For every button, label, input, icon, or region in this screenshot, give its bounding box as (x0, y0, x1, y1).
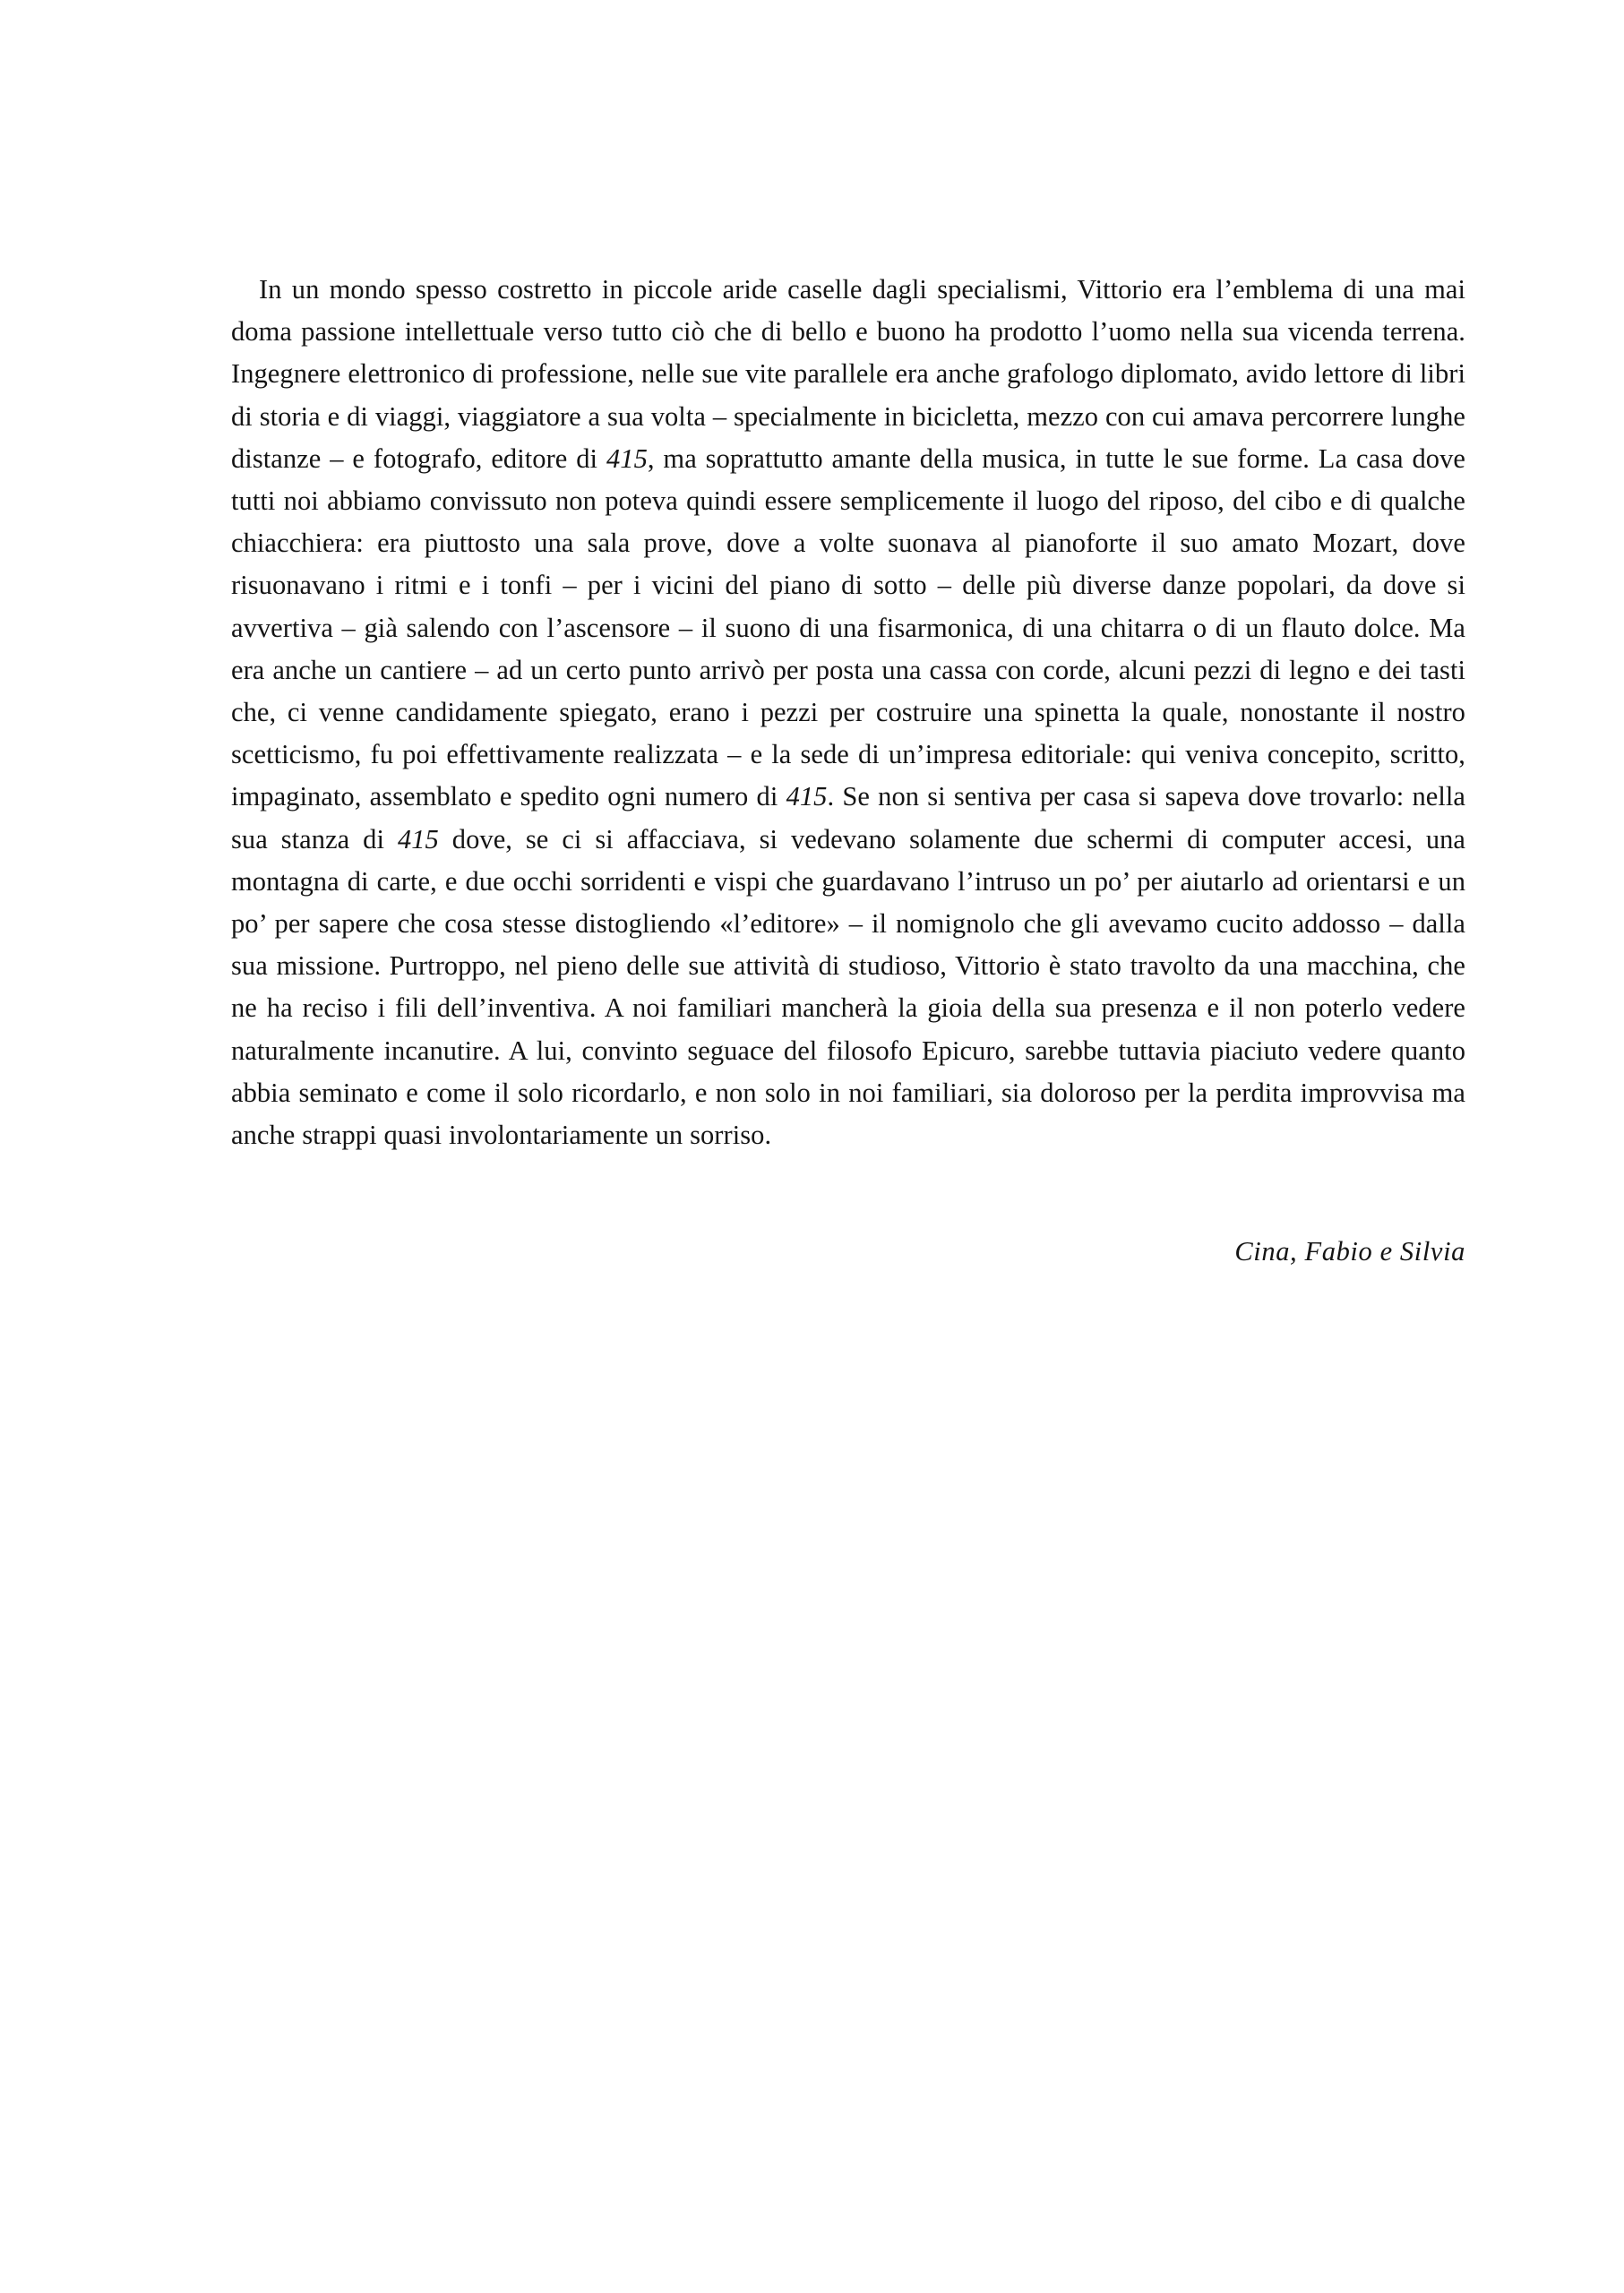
italic-run: 415 (397, 823, 439, 855)
memorial-paragraph: In un mondo spesso costretto in piccole aride caselle dagli specialismi, Vittorio era l’emblema di una mai doma passione intellettuale verso tutto ciò che di bello e buono ha prodotto l’uomo nella sua vicenda terrena. Ingegnere elettronico di professione, nelle sue vite parallele era anche grafologo diplomato, avido lettore di libri di storia e di viaggi, viaggiatore a sua volta – specialmente in bicicletta, mezzo con cui amava percorrere lunghe distanze – e fotografo, editore di 415, ma soprattutto amante della musica, in tutte le sue forme. La casa dove tutti noi abbiamo convissuto non poteva quindi essere semplicemente il luogo del riposo, del cibo e di qualche chiacchiera: era piuttosto una sala prove, dove a volte suonava al pianoforte il suo amato Mozart, dove risuonavano i ritmi e i tonfi – per i vicini del piano di sotto – delle più diverse danze popolari, da dove si avvertiva – già salendo con l’ascensore – il suono di una fisarmonica, di una chitarra o di un flauto dolce. Ma era anche un cantiere – ad un certo punto arrivò per posta una cassa con corde, alcuni pezzi di legno e dei tasti che, ci venne candidamente spiegato, erano i pezzi per costruire una spinetta la quale, nonostante il nostro scetticismo, fu poi effettivamente realizzata – e la sede di un’impresa editoriale: qui veniva concepito, scritto, impaginato, assemblato e spedito ogni numero di 415. Se non si sentiva per casa si sapeva dove trovarlo: nella sua stanza di 415 dove, se ci si affacciava, si vedevano solamente due schermi di computer accesi, una montagna di carte, e due occhi sorridenti e vispi che guardavano l’intruso un po’ per aiutarlo ad orientarsi e un po’ per sapere che cosa stesse distogliendo «l’editore» – il nomignolo che gli avevamo cucito addosso – dalla sua missione. Purtroppo, nel pieno delle sue attività di studioso, Vittorio è stato travolto da una macchina, che ne ha reciso i fili dell’inventiva. A noi familiari mancherà la gioia della sua presenza e il non poterlo vedere naturalmente incanutire. A lui, convinto seguace del filosofo Epicuro, sarebbe tuttavia piaciuto vedere quanto abbia seminato e come il solo ricordarlo, e non solo in noi familiari, sia doloroso per la perdita improvvisa ma anche strappi quasi involontariamente un sorriso. (231, 274, 1466, 1151)
italic-run: 415 (786, 781, 828, 812)
body-text-block (231, 269, 1465, 1156)
signature-names: Cina, Fabio e Silvia (1234, 1236, 1465, 1267)
signature-block (231, 1231, 1465, 1273)
italic-run: 415 (606, 442, 648, 474)
